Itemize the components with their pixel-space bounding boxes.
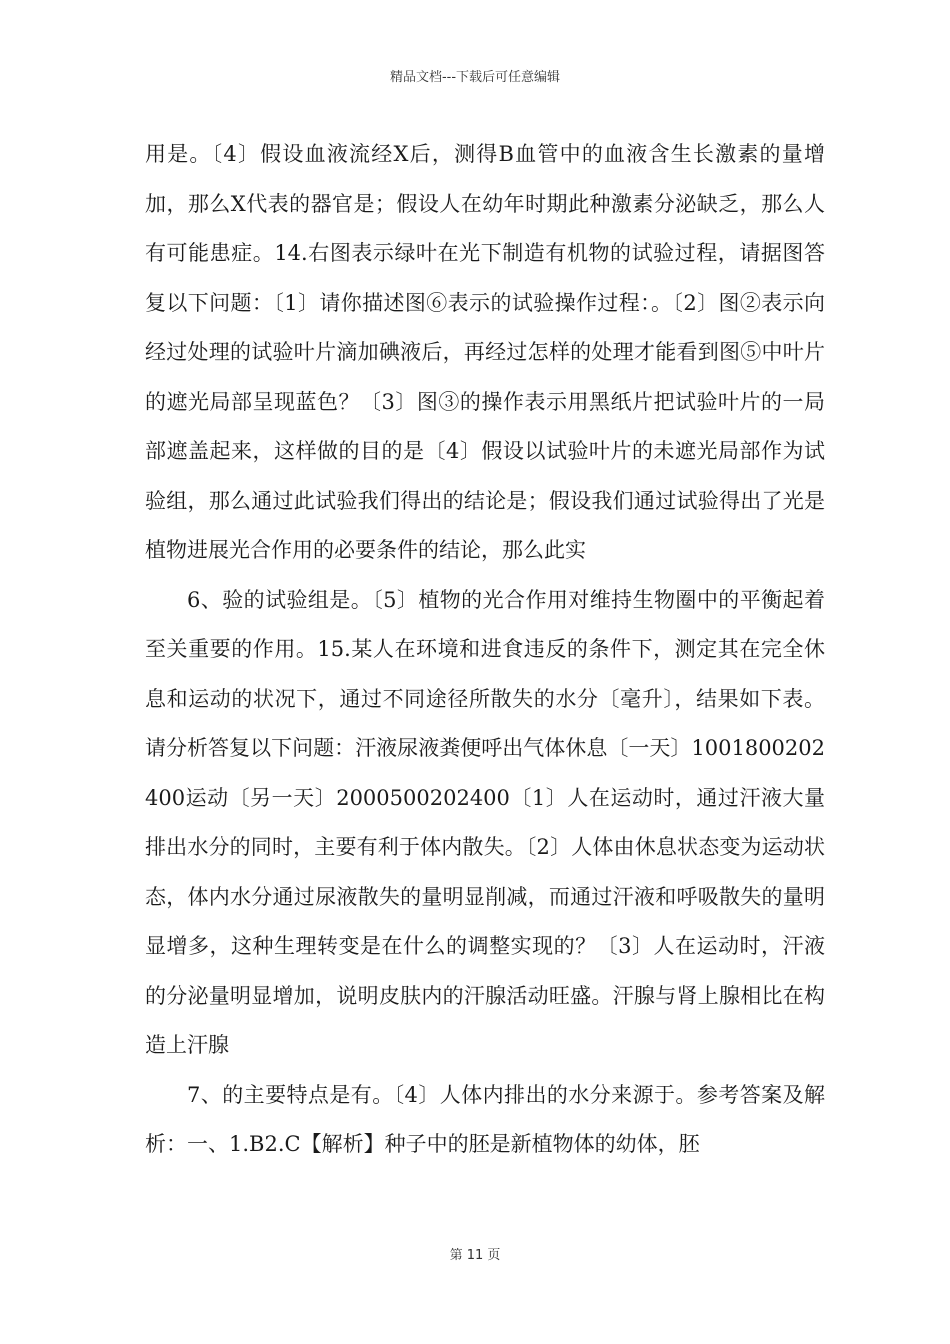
paragraph: 7、的主要特点是有。〔4〕人体内排出的水分来源于。参考答案及解析：一、1.B2.C【解析】种子中的胚是新植物体的幼体，胚 bbox=[145, 1082, 825, 1156]
page-number: 第 11 页 bbox=[449, 1248, 501, 1263]
document-body bbox=[145, 130, 825, 1170]
paragraph: 6、验的试验组是。〔5〕植物的光合作用对维持生物圈中的平衡起着至关重要的作用。15.某人在环境和进食违反的条件下，测定其在完全休息和运动的状况下，通过不同途径所散失的水分〔毫升〕，结果如下表。请分析答复以下问题：汗液尿液粪便呼出气体休息〔一天〕1001800202400运动〔另一天〕2000500202400〔1〕人在运动时，通过汗液大量排出水分的同时，主要有利于体内散失。〔2〕人体由休息状态变为运动状态，体内水分通过尿液散失的量明显削减，而通过汗液和呼吸散失的量明显增多，这种生理转变是在什么的调整实现的？〔3〕人在运动时，汗液的分泌量明显增加，说明皮肤内的汗腺活动旺盛。汗腺与肾上腺相比在构造上汗腺 bbox=[145, 587, 825, 1057]
paragraph: 用是。〔4〕假设血液流经X后，测得B血管中的血液含生长激素的量增加，那么X代表的器官是；假设人在幼年时期此种激素分泌缺乏，那么人有可能患症。14.右图表示绿叶在光下制造有机物的试验过程，请据图答复以下问题：〔1〕请你描述图⑥表示的试验操作过程：。〔2〕图②表示向经过处理的试验叶片滴加碘液后，再经过怎样的处理才能看到图⑤中叶片的遮光局部呈现蓝色？〔3〕图③的操作表示用黑纸片把试验叶片的一局部遮盖起来，这样做的目的是〔4〕假设以试验叶片的未遮光局部作为试验组，那么通过此试验我们得出的结论是；假设我们通过试验得出了光是植物进展光合作用的必要条件的结论，那么此实 bbox=[145, 142, 825, 562]
page-header: 精品文档---下载后可任意编辑 bbox=[389, 70, 561, 85]
